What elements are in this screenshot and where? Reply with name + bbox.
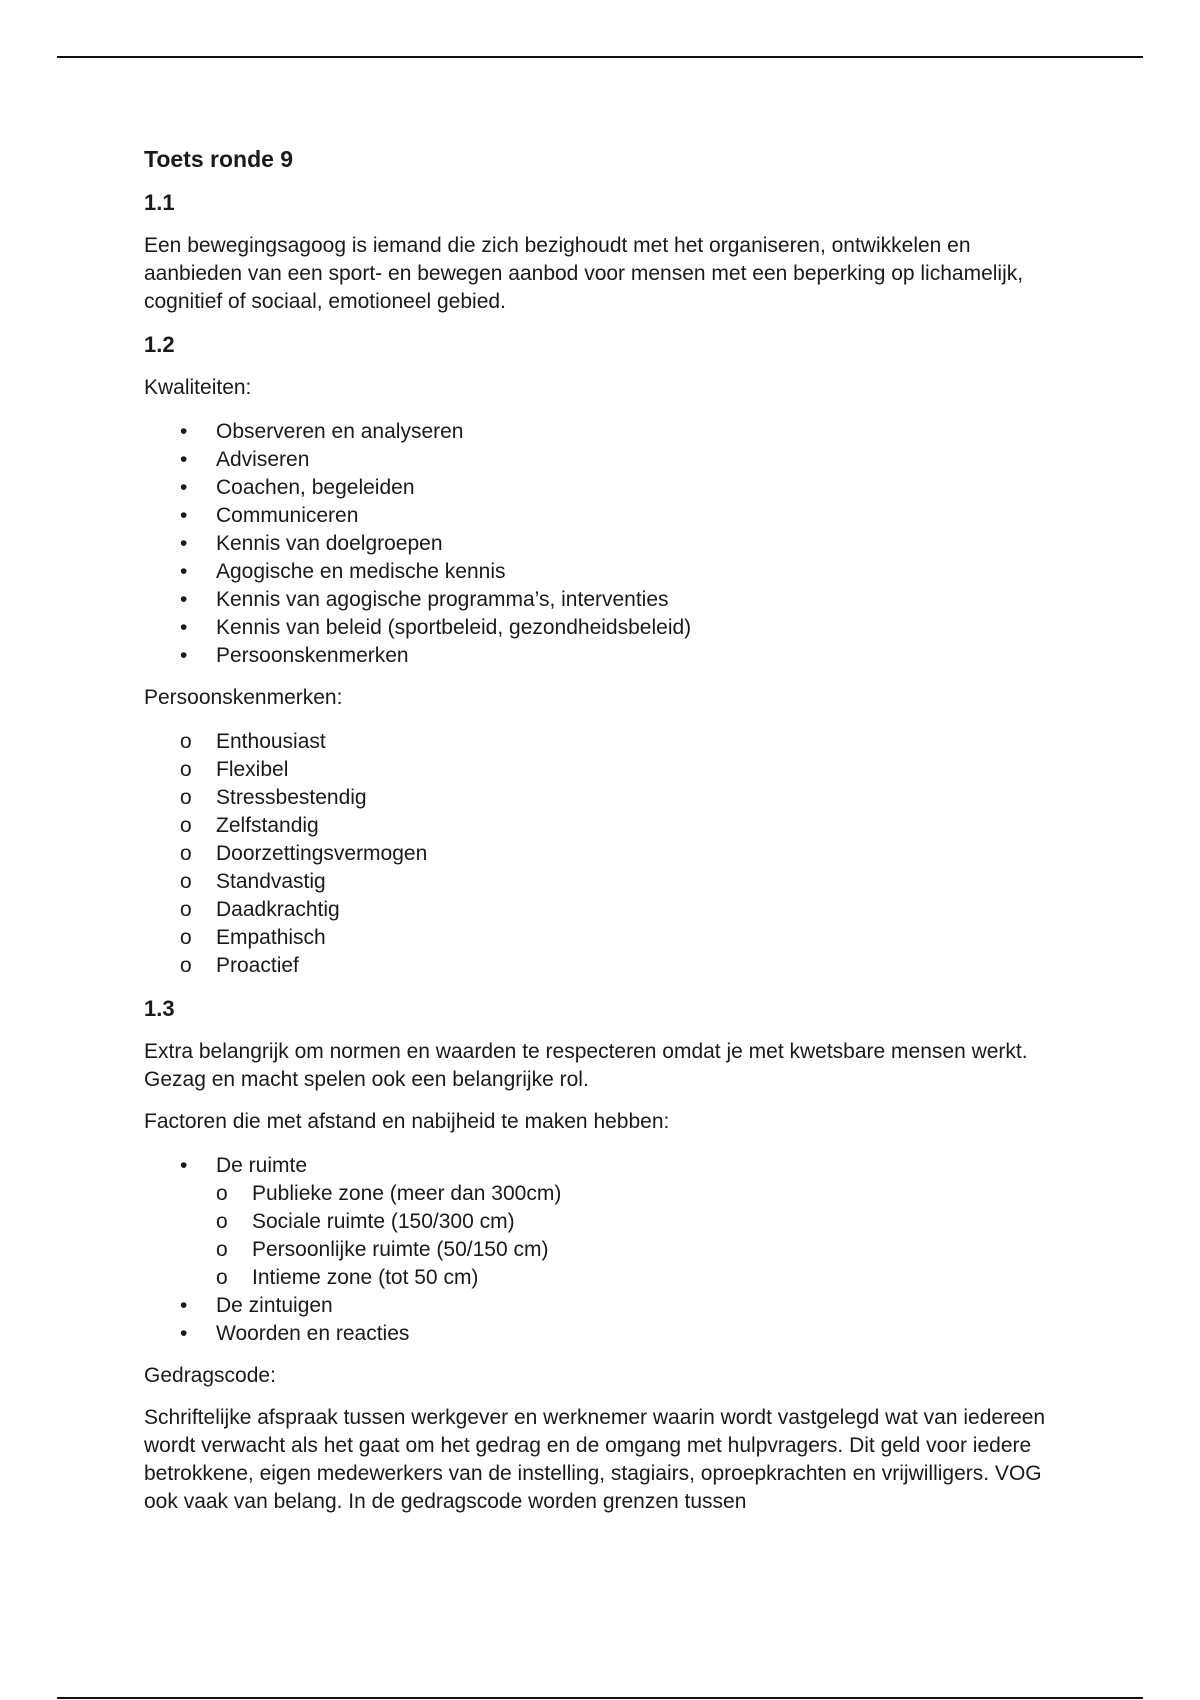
bullet-disc-icon: • bbox=[180, 1322, 188, 1345]
list-item bbox=[144, 728, 1074, 756]
list-item bbox=[144, 642, 1074, 670]
bullet-circle-icon: o bbox=[180, 842, 192, 865]
section-heading-1-3: 1.3 bbox=[144, 996, 175, 1021]
factoren-list bbox=[144, 1152, 1074, 1348]
bullet-circle-icon: o bbox=[180, 730, 192, 753]
bullet-circle-icon: o bbox=[216, 1266, 228, 1289]
bullet-circle-icon: o bbox=[216, 1182, 228, 1205]
document-title: Toets ronde 9 bbox=[144, 146, 294, 172]
section-heading-1-1: 1.1 bbox=[144, 190, 175, 215]
list-item-text: Stressbestendig bbox=[216, 786, 367, 809]
list-item-text: Standvastig bbox=[216, 870, 326, 893]
bullet-circle-icon: o bbox=[180, 814, 192, 837]
footer-rule bbox=[57, 1697, 1143, 1699]
list-item-text: Zelfstandig bbox=[216, 814, 319, 837]
bullet-disc-icon: • bbox=[180, 420, 188, 443]
list-item bbox=[144, 530, 1074, 558]
section-1-3-text: Extra belangrijk om normen en waarden te respecteren omdat je met kwetsbare mensen werkt. Gezag en macht spelen ook een belangrijke rol. bbox=[144, 1040, 1028, 1091]
bullet-disc-icon: • bbox=[180, 616, 188, 639]
list-item-text: Flexibel bbox=[216, 758, 289, 781]
list-item bbox=[144, 586, 1074, 614]
section-1-1-text: Een bewegingsagoog is iemand die zich bezighoudt met het organiseren, ontwikkelen en aanbieden van een sport- en bewegen aanbod voor mensen met een beperking op lichamelijk, cognitief of sociaal, emotioneel gebied. bbox=[144, 234, 1024, 313]
list-item-text: Agogische en medische kennis bbox=[216, 560, 506, 583]
bullet-disc-icon: • bbox=[180, 560, 188, 583]
gedragscode-text: Schriftelijke afspraak tussen werkgever en werknemer waarin wordt vastgelegd wat van iedereen wordt verwacht als het gaat om het gedrag en de omgang met hulpvragers. Dit geld voor iedere betrokkene, eigen medewerkers van de instelling, stagiairs, oproepkrachten en vrijwilligers. VOG ook vaak van belang. In de gedragscode worden grenzen tussen bbox=[144, 1406, 1046, 1513]
list-item bbox=[144, 924, 1074, 952]
list-item-text: Communiceren bbox=[216, 504, 359, 527]
factoren-label: Factoren die met afstand en nabijheid te maken hebben: bbox=[144, 1110, 670, 1133]
bullet-disc-icon: • bbox=[180, 644, 188, 667]
bullet-disc-icon: • bbox=[180, 532, 188, 555]
bullet-disc-icon: • bbox=[180, 1294, 188, 1317]
list-item-text: Kennis van doelgroepen bbox=[216, 532, 443, 555]
list-item bbox=[144, 784, 1074, 812]
list-item-text: Intieme zone (tot 50 cm) bbox=[252, 1266, 479, 1289]
bullet-disc-icon: • bbox=[180, 448, 188, 471]
list-item bbox=[144, 840, 1074, 868]
list-item bbox=[144, 1180, 1074, 1208]
list-item-text: Doorzettingsvermogen bbox=[216, 842, 428, 865]
document-body bbox=[144, 140, 1074, 1516]
list-item bbox=[144, 896, 1074, 924]
persoonskenmerken-label: Persoonskenmerken: bbox=[144, 686, 343, 709]
list-item-text: Sociale ruimte (150/300 cm) bbox=[252, 1210, 515, 1233]
bullet-disc-icon: • bbox=[180, 476, 188, 499]
gedragscode-label: Gedragscode: bbox=[144, 1364, 276, 1387]
list-item-text: Persoonlijke ruimte (50/150 cm) bbox=[252, 1238, 549, 1261]
list-item bbox=[144, 558, 1074, 586]
bullet-circle-icon: o bbox=[216, 1210, 228, 1233]
ruimte-sublist bbox=[144, 1180, 1074, 1292]
list-item bbox=[144, 1152, 1074, 1180]
bullet-circle-icon: o bbox=[180, 954, 192, 977]
list-item bbox=[144, 952, 1074, 980]
list-item bbox=[144, 756, 1074, 784]
list-item-text: Persoonskenmerken bbox=[216, 644, 409, 667]
list-item bbox=[144, 1264, 1074, 1292]
bullet-disc-icon: • bbox=[180, 588, 188, 611]
bullet-circle-icon: o bbox=[180, 758, 192, 781]
bullet-circle-icon: o bbox=[180, 898, 192, 921]
list-item bbox=[144, 1208, 1074, 1236]
list-item-text: Woorden en reacties bbox=[216, 1322, 410, 1345]
section-heading-1-2: 1.2 bbox=[144, 332, 175, 357]
list-item-text: Enthousiast bbox=[216, 730, 326, 753]
list-item-text: Coachen, begeleiden bbox=[216, 476, 415, 499]
list-item-text: Proactief bbox=[216, 954, 299, 977]
list-item-text: Empathisch bbox=[216, 926, 326, 949]
list-item bbox=[144, 1236, 1074, 1264]
list-item-text: Kennis van beleid (sportbeleid, gezondheidsbeleid) bbox=[216, 616, 692, 639]
list-item bbox=[144, 1320, 1074, 1348]
list-item bbox=[144, 868, 1074, 896]
persoonskenmerken-list bbox=[144, 728, 1074, 980]
list-item-text: De ruimte bbox=[216, 1154, 308, 1177]
list-item bbox=[144, 418, 1074, 446]
bullet-circle-icon: o bbox=[216, 1238, 228, 1261]
kwaliteiten-label: Kwaliteiten: bbox=[144, 376, 252, 399]
header-rule bbox=[57, 56, 1143, 58]
bullet-circle-icon: o bbox=[180, 926, 192, 949]
ruimte-sublist-container bbox=[144, 1180, 1074, 1292]
bullet-disc-icon: • bbox=[180, 504, 188, 527]
bullet-circle-icon: o bbox=[180, 786, 192, 809]
list-item bbox=[144, 812, 1074, 840]
list-item bbox=[144, 1292, 1074, 1320]
list-item-text: Kennis van agogische programma’s, interventies bbox=[216, 588, 669, 611]
list-item-text: Observeren en analyseren bbox=[216, 420, 464, 443]
bullet-circle-icon: o bbox=[180, 870, 192, 893]
list-item-text: Adviseren bbox=[216, 448, 310, 471]
list-item bbox=[144, 614, 1074, 642]
list-item bbox=[144, 474, 1074, 502]
list-item-text: Publieke zone (meer dan 300cm) bbox=[252, 1182, 562, 1205]
bullet-disc-icon: • bbox=[180, 1154, 188, 1177]
kwaliteiten-list bbox=[144, 418, 1074, 670]
list-item-text: De zintuigen bbox=[216, 1294, 333, 1317]
list-item-text: Daadkrachtig bbox=[216, 898, 340, 921]
list-item bbox=[144, 446, 1074, 474]
list-item bbox=[144, 502, 1074, 530]
